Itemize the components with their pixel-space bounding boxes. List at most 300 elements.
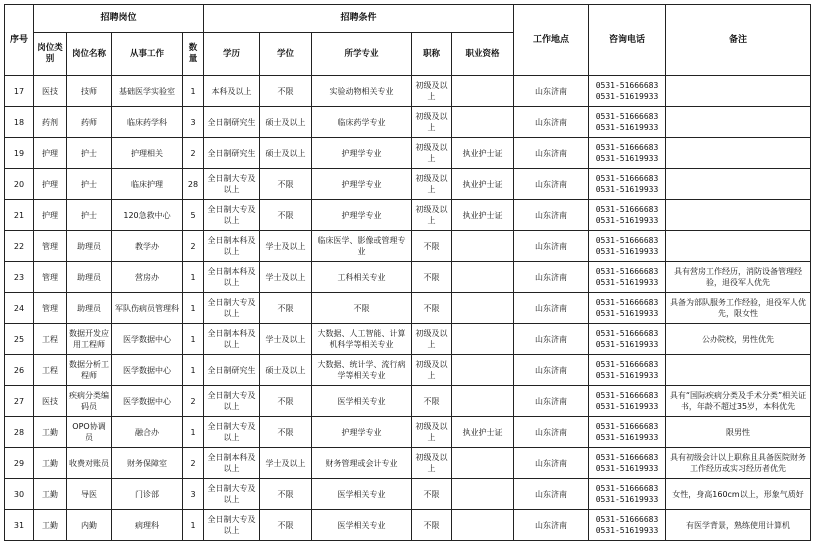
cell-work-text: 临床药学科 [127, 117, 167, 127]
cell-title-text: 初级及以上 [415, 112, 448, 132]
cell-remark [666, 355, 811, 386]
cell-edu-text: 全日制大专及以上 [207, 391, 256, 411]
cell-major [312, 262, 412, 293]
cell-no [5, 324, 34, 355]
cell-work-text: 120急救中心 [123, 210, 171, 220]
cell-remark [666, 324, 811, 355]
col-no-header: 序号 [5, 5, 34, 76]
cell-title [412, 479, 452, 510]
cell-work-text: 基础医学实验室 [119, 86, 175, 96]
cell-qty [183, 386, 204, 417]
cell-title-text: 初级及以上 [415, 205, 448, 225]
cell-category [34, 169, 67, 200]
cell-degree-text: 不限 [277, 396, 294, 406]
cell-degree [260, 262, 312, 293]
cell-phone [589, 386, 666, 417]
cell-qty [183, 76, 204, 107]
phone-number: 0531-51666683 [595, 267, 659, 276]
table-row [5, 76, 811, 107]
cell-no [5, 262, 34, 293]
cell-category [34, 200, 67, 231]
cell-major-text: 医学相关专业 [337, 489, 386, 499]
cell-remark [666, 479, 811, 510]
cell-major [312, 510, 412, 541]
col-qty-header: 数量 [183, 33, 204, 76]
cell-edu-text: 全日制大专及以上 [207, 422, 256, 442]
cell-major-text: 财务管理或会计专业 [325, 458, 398, 468]
cell-remark [666, 262, 811, 293]
phone-number: 0531-51666683 [595, 360, 659, 369]
cell-degree-text: 不限 [277, 179, 294, 189]
cell-major [312, 107, 412, 138]
cell-phone [589, 138, 666, 169]
post-group-header: 招聘岗位 [34, 5, 204, 33]
cell-major-text: 护理学专业 [341, 148, 382, 158]
cell-qual [452, 510, 514, 541]
cell-qty-text: 2 [190, 396, 196, 406]
cell-location [514, 417, 589, 448]
cell-title-text: 不限 [423, 241, 440, 251]
cell-remark [666, 510, 811, 541]
cell-post-name-text: 数据开发应用工程师 [69, 329, 109, 349]
cell-edu-text: 全日制大专及以上 [207, 298, 256, 318]
cell-category [34, 386, 67, 417]
cell-title [412, 355, 452, 386]
cell-remark [666, 76, 811, 107]
cell-title-text: 初级及以上 [415, 143, 448, 163]
cell-work [112, 200, 183, 231]
cell-degree [260, 355, 312, 386]
phone-number: 0531-51666683 [595, 205, 659, 214]
cell-category [34, 107, 67, 138]
col-qual-header: 职业资格 [452, 33, 514, 76]
cell-no-text: 30 [13, 489, 25, 499]
cell-category-text: 管理 [42, 241, 58, 251]
cell-remark-text: 具备为部队服务工作经验，退役军人优先，限女性 [670, 298, 806, 318]
cell-location-text: 山东济南 [535, 303, 567, 313]
cell-qty [183, 169, 204, 200]
cell-post-name-text: 护士 [81, 179, 97, 189]
phone-number: 0531-51619933 [595, 123, 659, 132]
cell-major [312, 76, 412, 107]
cell-edu [204, 479, 260, 510]
cell-qty [183, 293, 204, 324]
cell-phone [589, 293, 666, 324]
cell-no [5, 386, 34, 417]
cell-phone [589, 355, 666, 386]
cell-remark [666, 293, 811, 324]
cell-edu-text: 全日制本科及以上 [207, 329, 256, 349]
cell-title-text: 不限 [423, 520, 440, 530]
phone-number: 0531-51666683 [595, 391, 659, 400]
cell-no-text: 17 [13, 86, 25, 96]
cell-qual [452, 479, 514, 510]
col-title-header: 职称 [412, 33, 452, 76]
phone-number: 0531-51666683 [595, 329, 659, 338]
cell-post-name-text: 药师 [81, 117, 97, 127]
cell-edu-text: 本科及以上 [211, 86, 252, 96]
cell-post-name [67, 293, 112, 324]
cell-degree-text: 不限 [277, 303, 294, 313]
cell-work [112, 262, 183, 293]
cell-title-text: 不限 [423, 303, 440, 313]
cell-no-text: 26 [13, 365, 25, 375]
cell-degree [260, 200, 312, 231]
cell-edu [204, 324, 260, 355]
cell-major [312, 355, 412, 386]
cell-category [34, 479, 67, 510]
cell-category-text: 工勤 [42, 520, 58, 530]
cell-work [112, 231, 183, 262]
cell-work-text: 门诊部 [135, 489, 159, 499]
recruitment-table [4, 4, 811, 541]
cell-degree [260, 76, 312, 107]
cell-qual-text: 执业护士证 [462, 148, 503, 158]
cell-edu [204, 76, 260, 107]
cell-qual [452, 448, 514, 479]
phone-number: 0531-51619933 [595, 464, 659, 473]
cell-work-text: 病理科 [135, 520, 159, 530]
cell-remark [666, 200, 811, 231]
cell-category-text: 护理 [42, 210, 58, 220]
cell-degree-text: 硕士及以上 [265, 365, 306, 375]
cell-category [34, 510, 67, 541]
cell-title [412, 448, 452, 479]
cell-post-name [67, 386, 112, 417]
cell-work-text: 营房办 [135, 272, 159, 282]
cell-degree [260, 417, 312, 448]
cell-qual [452, 76, 514, 107]
cell-no-text: 29 [13, 458, 25, 468]
cell-qual-text: 执业护士证 [462, 210, 503, 220]
cell-degree [260, 510, 312, 541]
cell-title-text: 初级及以上 [415, 329, 448, 349]
cell-location [514, 169, 589, 200]
cell-post-name-text: 疾病分类编码员 [69, 391, 109, 411]
cell-post-name [67, 479, 112, 510]
cell-post-name [67, 355, 112, 386]
table-row [5, 324, 811, 355]
cell-remark [666, 417, 811, 448]
cell-degree [260, 448, 312, 479]
cell-location [514, 138, 589, 169]
cell-degree [260, 324, 312, 355]
table-body [5, 76, 811, 541]
cell-category [34, 448, 67, 479]
cell-category-text: 医技 [42, 396, 58, 406]
cell-work-text: 医学数据中心 [123, 365, 171, 375]
cell-major [312, 479, 412, 510]
cell-work [112, 355, 183, 386]
cell-no [5, 293, 34, 324]
cell-phone [589, 417, 666, 448]
cell-work-text: 教学办 [135, 241, 159, 251]
cell-work [112, 417, 183, 448]
cell-edu [204, 138, 260, 169]
cell-work-text: 医学数据中心 [123, 396, 171, 406]
cell-degree [260, 293, 312, 324]
cell-qty [183, 262, 204, 293]
cell-qty [183, 355, 204, 386]
cell-work-text: 融合办 [135, 427, 159, 437]
cell-location-text: 山东济南 [535, 396, 567, 406]
cell-no-text: 25 [13, 334, 25, 344]
col-edu-header: 学历 [204, 33, 260, 76]
cell-category-text: 工勤 [42, 427, 58, 437]
cell-edu [204, 448, 260, 479]
cell-edu [204, 417, 260, 448]
cell-post-name-text: 数据分析工程师 [69, 360, 109, 380]
table-row [5, 386, 811, 417]
cell-major-text: 临床医学、影像或管理专业 [317, 236, 406, 256]
cell-major [312, 231, 412, 262]
cell-post-name [67, 448, 112, 479]
cell-title [412, 262, 452, 293]
header-row-top [5, 5, 811, 33]
cell-category [34, 324, 67, 355]
cell-edu-text: 全日制本科及以上 [207, 453, 256, 473]
cell-title [412, 510, 452, 541]
cell-no-text: 21 [13, 210, 25, 220]
cell-major-text: 大数据、统计学、流行病学等相关专业 [317, 360, 406, 380]
phone-number: 0531-51666683 [595, 236, 659, 245]
cell-no [5, 107, 34, 138]
cell-edu [204, 262, 260, 293]
cell-edu-text: 全日制研究生 [207, 148, 256, 158]
cell-qty-text: 1 [190, 520, 196, 530]
cell-qty-text: 2 [190, 148, 196, 158]
phone-number: 0531-51619933 [595, 92, 659, 101]
cell-major-text: 临床药学专业 [337, 117, 386, 127]
cell-post-name [67, 107, 112, 138]
cell-edu-text: 全日制本科及以上 [207, 267, 256, 287]
table-row [5, 448, 811, 479]
cell-title-text: 初级及以上 [415, 360, 448, 380]
cell-degree-text: 硕士及以上 [265, 148, 306, 158]
cell-remark [666, 231, 811, 262]
cell-qual [452, 231, 514, 262]
cell-remark [666, 448, 811, 479]
phone-number: 0531-51666683 [595, 453, 659, 462]
cell-edu-text: 全日制大专及以上 [207, 484, 256, 504]
cell-work [112, 169, 183, 200]
cell-location-text: 山东济南 [535, 210, 567, 220]
cell-degree-text: 不限 [277, 489, 294, 499]
phone-number: 0531-51666683 [595, 298, 659, 307]
cell-qty [183, 200, 204, 231]
phone-number: 0531-51619933 [595, 247, 659, 256]
table-row [5, 262, 811, 293]
cell-degree [260, 479, 312, 510]
col-remark-header: 备注 [666, 5, 811, 76]
cell-title [412, 107, 452, 138]
cell-qual [452, 262, 514, 293]
cell-no-text: 27 [13, 396, 25, 406]
cell-qual [452, 386, 514, 417]
cell-major-text: 工科相关专业 [337, 272, 386, 282]
cell-post-name [67, 76, 112, 107]
cell-remark [666, 169, 811, 200]
cell-work [112, 138, 183, 169]
cell-qty-text: 3 [190, 117, 196, 127]
cell-title [412, 231, 452, 262]
cell-title [412, 386, 452, 417]
cell-qty [183, 510, 204, 541]
phone-number: 0531-51619933 [595, 309, 659, 318]
cell-qty [183, 417, 204, 448]
cell-category-text: 医技 [42, 86, 58, 96]
phone-number: 0531-51666683 [595, 422, 659, 431]
cell-location-text: 山东济南 [535, 427, 567, 437]
cell-qual [452, 417, 514, 448]
cell-edu-text: 全日制本科及以上 [207, 236, 256, 256]
cell-category-text: 药剂 [42, 117, 58, 127]
cell-edu [204, 355, 260, 386]
cell-degree [260, 169, 312, 200]
cell-no [5, 169, 34, 200]
cell-location-text: 山东济南 [535, 148, 567, 158]
cell-edu [204, 293, 260, 324]
cell-post-name-text: 技师 [81, 86, 97, 96]
phone-number: 0531-51666683 [595, 81, 659, 90]
cell-title-text: 初级及以上 [415, 422, 448, 442]
cell-qual [452, 200, 514, 231]
cell-major [312, 138, 412, 169]
cell-location [514, 293, 589, 324]
cell-location-text: 山东济南 [535, 241, 567, 251]
cell-title-text: 初级及以上 [415, 81, 448, 101]
cell-category [34, 231, 67, 262]
cell-phone [589, 169, 666, 200]
cell-work [112, 107, 183, 138]
cell-location-text: 山东济南 [535, 86, 567, 96]
cell-no [5, 355, 34, 386]
cell-location [514, 76, 589, 107]
phone-number: 0531-51666683 [595, 143, 659, 152]
cell-category [34, 355, 67, 386]
table-row [5, 293, 811, 324]
phone-number: 0531-51666683 [595, 515, 659, 524]
cell-phone [589, 107, 666, 138]
cell-work-text: 军队伤病员管理科 [115, 303, 179, 313]
cell-post-name [67, 417, 112, 448]
cell-no-text: 18 [13, 117, 25, 127]
cell-work-text: 医学数据中心 [123, 334, 171, 344]
cell-degree [260, 386, 312, 417]
cell-location-text: 山东济南 [535, 458, 567, 468]
cell-qual-text: 执业护士证 [462, 179, 503, 189]
cell-degree-text: 不限 [277, 427, 294, 437]
cell-location-text: 山东济南 [535, 365, 567, 375]
cell-edu-text: 全日制大专及以上 [207, 205, 256, 225]
cell-major-text: 护理学专业 [341, 210, 382, 220]
cell-location [514, 200, 589, 231]
cell-qty [183, 479, 204, 510]
cell-work [112, 76, 183, 107]
cell-work [112, 448, 183, 479]
phone-number: 0531-51619933 [595, 216, 659, 225]
cell-remark-text: 具有“国际疾病分类及手术分类”相关证书，年龄不超过35岁，本科优先 [669, 391, 807, 411]
cell-edu [204, 231, 260, 262]
cell-degree-text: 学士及以上 [265, 272, 306, 282]
cell-post-name-text: 收费对账员 [69, 458, 109, 468]
cell-qual [452, 293, 514, 324]
phone-number: 0531-51619933 [595, 185, 659, 194]
cell-degree-text: 硕士及以上 [265, 117, 306, 127]
cell-qty-text: 1 [190, 334, 196, 344]
cell-location-text: 山东济南 [535, 272, 567, 282]
cell-work [112, 293, 183, 324]
col-degree-header: 学位 [260, 33, 312, 76]
cell-location [514, 510, 589, 541]
cell-degree [260, 231, 312, 262]
condition-group-header: 招聘条件 [204, 5, 514, 33]
table-row [5, 138, 811, 169]
cell-major [312, 417, 412, 448]
cell-post-name-text: 助理员 [77, 303, 101, 313]
cell-location [514, 386, 589, 417]
cell-edu [204, 510, 260, 541]
phone-number: 0531-51619933 [595, 154, 659, 163]
cell-no [5, 138, 34, 169]
cell-qual [452, 324, 514, 355]
cell-no-text: 24 [13, 303, 25, 313]
cell-category-text: 管理 [42, 303, 58, 313]
cell-location [514, 479, 589, 510]
cell-no [5, 417, 34, 448]
cell-major [312, 169, 412, 200]
phone-number: 0531-51666683 [595, 484, 659, 493]
cell-qty-text: 2 [190, 458, 196, 468]
cell-phone [589, 324, 666, 355]
cell-edu-text: 全日制研究生 [207, 365, 256, 375]
cell-category [34, 138, 67, 169]
cell-major-text: 不限 [353, 303, 370, 313]
cell-title [412, 200, 452, 231]
cell-no [5, 76, 34, 107]
cell-no-text: 28 [13, 427, 25, 437]
col-category-header: 岗位类别 [34, 33, 67, 76]
cell-degree-text: 学士及以上 [265, 241, 306, 251]
table-row [5, 107, 811, 138]
cell-remark-text: 具有初级会计以上职称且具备医院财务工作经历或实习经历者优先 [670, 453, 806, 473]
cell-edu [204, 200, 260, 231]
cell-category-text: 护理 [42, 179, 58, 189]
cell-post-name-text: 助理员 [77, 272, 101, 282]
cell-title [412, 417, 452, 448]
cell-qty-text: 2 [190, 241, 196, 251]
cell-qty-text: 28 [187, 179, 199, 189]
cell-degree-text: 不限 [277, 86, 294, 96]
cell-major [312, 386, 412, 417]
phone-number: 0531-51619933 [595, 495, 659, 504]
cell-major [312, 324, 412, 355]
cell-category [34, 76, 67, 107]
cell-no [5, 510, 34, 541]
cell-post-name [67, 324, 112, 355]
cell-post-name-text: 导医 [81, 489, 97, 499]
cell-work [112, 386, 183, 417]
cell-no [5, 200, 34, 231]
cell-location [514, 448, 589, 479]
table-row [5, 417, 811, 448]
cell-phone [589, 231, 666, 262]
cell-remark [666, 386, 811, 417]
cell-title-text: 初级及以上 [415, 174, 448, 194]
cell-major-text: 实验动物相关专业 [329, 86, 394, 96]
cell-location [514, 324, 589, 355]
cell-title [412, 293, 452, 324]
